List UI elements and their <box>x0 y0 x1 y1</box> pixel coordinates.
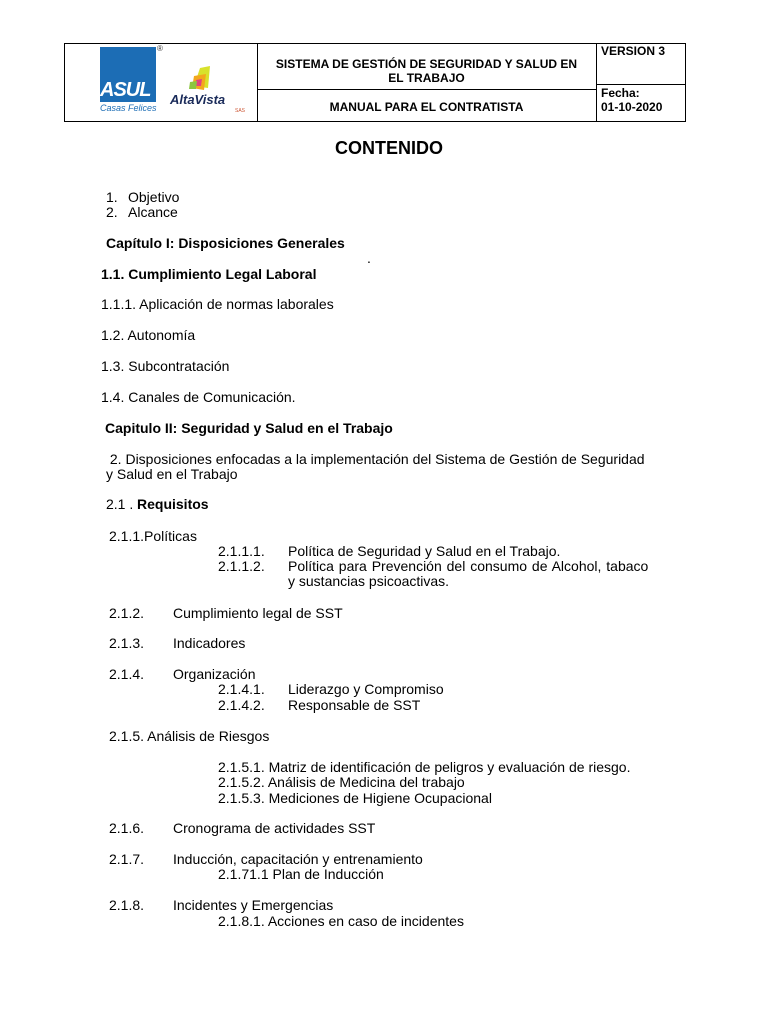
toc-entry: Incidentes y Emergencias <box>173 897 334 913</box>
toc-num: 2. <box>106 204 118 220</box>
toc-num: 2.1.6. <box>109 820 145 836</box>
toc-num: 2.1.1.1. <box>218 543 265 559</box>
section-heading: Requisitos <box>137 496 209 512</box>
system-title-line2: EL TRABAJO <box>388 71 465 85</box>
date-value: 01-10-2020 <box>601 100 663 114</box>
registered-icon: ® <box>157 44 163 53</box>
toc-entry: Política de Seguridad y Salud en el Trabajo. <box>288 543 561 559</box>
toc-entry: 1.3. Subcontratación <box>101 358 230 374</box>
toc-num: 2.1.4. <box>109 666 145 682</box>
toc-entry: 1.1.1. Aplicación de normas laborales <box>101 296 334 312</box>
toc-entry: 2. Disposiciones enfocadas a la implementación del Sistema de Gestión de Seguridad <box>106 451 645 467</box>
chapter-heading: Capitulo II: Seguridad y Salud en el Trabajo <box>105 420 393 436</box>
toc-entry: Cumplimiento legal de SST <box>173 605 343 621</box>
toc-num: 2.1.8. <box>109 897 145 913</box>
toc-entry: 1.2. Autonomía <box>101 327 196 343</box>
toc-entry: 2.1.71.1 Plan de Inducción <box>218 866 384 882</box>
page-title: CONTENIDO <box>335 138 443 158</box>
toc-entry: 2.1.5.1. Matriz de identificación de peligros y evaluación de riesgo. <box>218 759 631 775</box>
altavista-logo-text: AltaVista <box>170 92 226 107</box>
date-label: Fecha: <box>601 86 640 100</box>
toc-num: 1. <box>106 189 118 205</box>
toc-entry: Inducción, capacitación y entrenamiento <box>173 851 423 867</box>
toc-entry: Cronograma de actividades SST <box>173 820 376 836</box>
header-divider <box>257 89 596 90</box>
system-title-line1: SISTEMA DE GESTIÓN DE SEGURIDAD Y SALUD EN <box>275 57 578 71</box>
section-heading: 1.1. Cumplimiento Legal Laboral <box>101 266 317 282</box>
toc-entry: Objetivo <box>128 189 180 205</box>
toc-entry: Indicadores <box>173 635 246 651</box>
toc-entry: Alcance <box>128 204 178 220</box>
toc-entry: 2.1.5. Análisis de Riesgos <box>109 728 270 744</box>
toc-entry: 2.1.8.1. Acciones en caso de incidentes <box>218 913 464 929</box>
system-title <box>257 57 596 85</box>
toc-entry: Organización <box>173 666 256 682</box>
document-header <box>64 43 686 122</box>
stray-dot: . <box>367 250 371 266</box>
toc-entry: 1.4. Canales de Comunicación. <box>101 389 296 405</box>
section-num: 2.1 . <box>106 496 134 512</box>
chapter-heading: Capítulo I: Disposiciones Generales <box>106 235 345 251</box>
toc-entry: 2.1.5.2. Análisis de Medicina del trabajo <box>218 774 465 790</box>
toc-entry-continued: y Salud en el Trabajo <box>106 466 238 482</box>
toc-entry-continued: y sustancias psicoactivas. <box>288 573 450 589</box>
toc-num: 2.1.7. <box>109 851 145 867</box>
altavista-logo-sub: SAS <box>235 108 246 114</box>
toc-entry: Liderazgo y Compromiso <box>288 681 444 697</box>
header-divider <box>596 44 597 121</box>
header-divider <box>596 84 686 85</box>
asul-tagline: Casas Felices <box>100 103 157 113</box>
toc-num: 2.1.4.2. <box>218 697 265 713</box>
version-label: VERSION 3 <box>601 44 666 58</box>
toc-num: 2.1.1.2. <box>218 558 265 574</box>
manual-title: MANUAL PARA EL CONTRATISTA <box>329 100 524 114</box>
toc-entry: 2.1.1.Políticas <box>109 528 197 544</box>
toc-num: 2.1.3. <box>109 635 145 651</box>
asul-logo-text: ASUL <box>100 79 151 101</box>
toc-entry: 2.1.5.3. Mediciones de Higiene Ocupacional <box>218 790 492 806</box>
toc-num: 2.1.4.1. <box>218 681 265 697</box>
toc-num: 2.1.2. <box>109 605 145 621</box>
toc-entry: Responsable de SST <box>288 697 421 713</box>
toc-entry: Política para Prevención del consumo de Alcohol, tabaco <box>288 558 649 574</box>
